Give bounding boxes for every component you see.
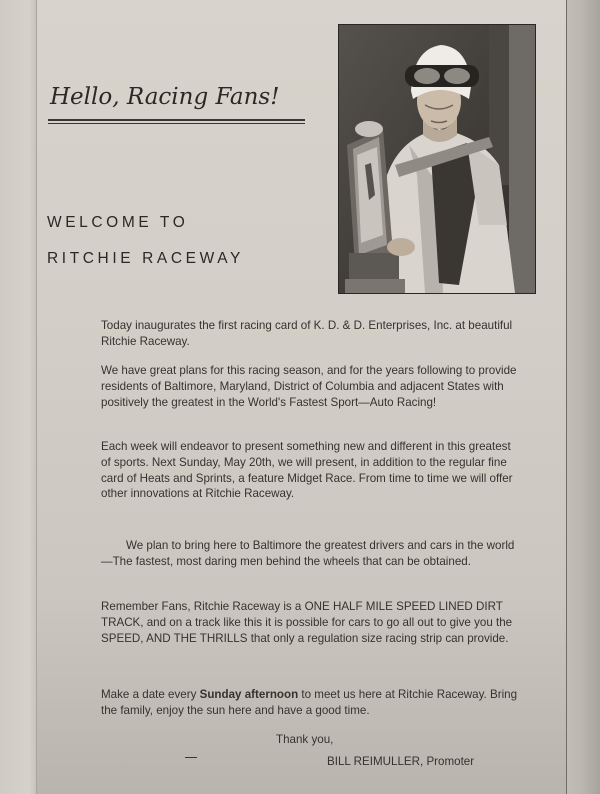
- paragraph-3: Each week will endeavor to present something new and different in this greatest of sports. Next Sunday, May 20th, we will present, in addition to the regular fine card of Heats and Sprints, a feature Midget Race. From time to time we will offer other innovations at Ritchie Raceway.: [101, 440, 513, 501]
- promoter-signature: BILL REIMULLER, Promoter: [327, 755, 475, 768]
- greeting-heading: Hello, Racing Fans!: [50, 84, 280, 110]
- paragraph-1: Today inaugurates the first racing card of K. D. & D. Enterprises, Inc. at beautiful Ritchie Raceway.: [101, 319, 513, 348]
- signature-dash: [185, 757, 197, 758]
- paragraph-2: We have great plans for this racing season, and for the years following to provide residents of Baltimore, Maryland, District of Columbia and adjacent States with positively the greatest in the World's Fastest Sport—Auto Racing!: [101, 364, 517, 409]
- driver-with-trophy-image: [339, 25, 535, 293]
- sunday-afternoon-emphasis: Sunday afternoon: [199, 688, 299, 701]
- paragraph-invitation: [101, 687, 521, 719]
- paragraph-5: Remember Fans, Ritchie Raceway is a ONE HALF MILE SPEED LINED DIRT TRACK, and on a track like this it is possible for cars to go all out to give you the SPEED, AND THE THRILLS that only a regulation size racing strip can provide.: [101, 600, 513, 645]
- paragraph-weekly: [101, 439, 521, 502]
- left-fold-margin: [0, 0, 37, 794]
- driver-photo: [338, 24, 536, 294]
- greeting-underline-thin: [48, 123, 305, 124]
- page-edge: [566, 0, 600, 794]
- greeting-underline: [48, 119, 305, 121]
- welcome-line-2: RITCHIE RACEWAY: [47, 250, 244, 267]
- paragraph-inauguration: [101, 318, 521, 350]
- welcome-line-1: WELCOME TO: [47, 214, 189, 231]
- paragraph-4: We plan to bring here to Baltimore the greatest drivers and cars in the world—The fastest, most daring men behind the wheels that can be obtained.: [101, 539, 515, 568]
- paragraph-6: [101, 687, 521, 719]
- invitation-text-end: to meet us here at Ritchie Raceway. Bring the family, enjoy the sun here and have a good time.: [101, 688, 518, 717]
- invitation-text-start: Make a date every: [101, 688, 200, 701]
- paragraph-plans: [101, 363, 521, 410]
- thank-you-line: Thank you,: [276, 733, 334, 746]
- paragraph-drivers: [101, 538, 521, 570]
- paragraph-track: [101, 599, 521, 646]
